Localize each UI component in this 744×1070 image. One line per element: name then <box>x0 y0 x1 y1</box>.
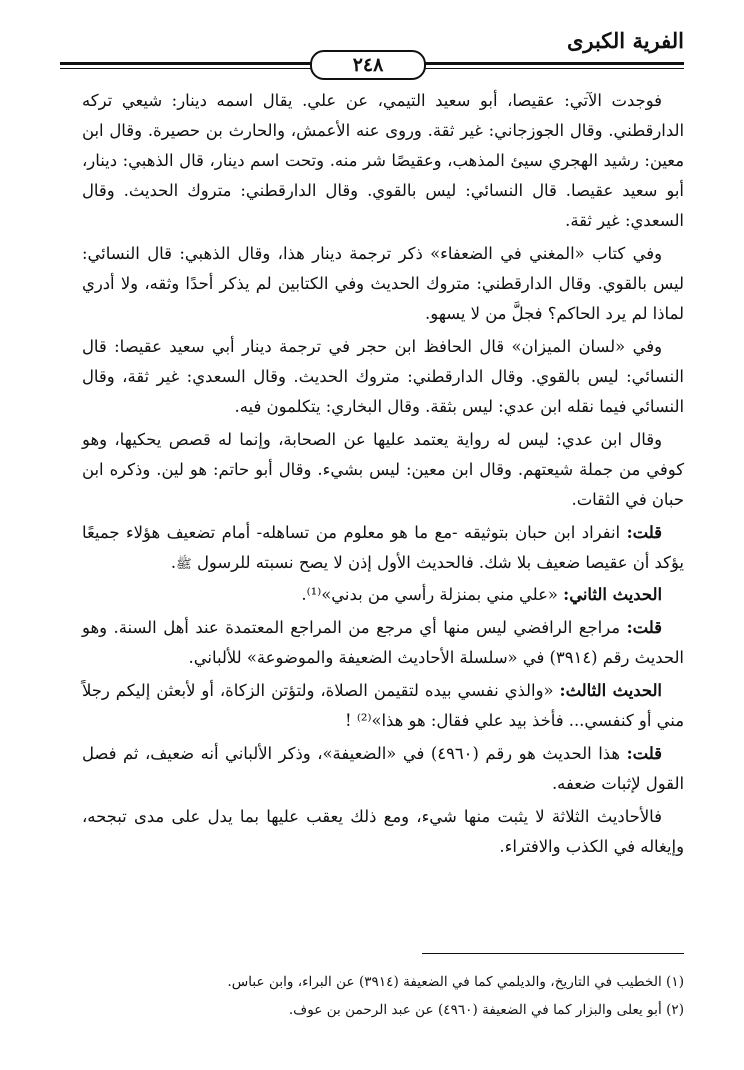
running-title: الفرية الكبرى <box>566 28 684 53</box>
footnotes <box>80 968 684 1024</box>
paragraph-5-lead: قلت: <box>626 523 662 542</box>
paragraph-8-text: «والذي نفسي بيده لتقيمن الصلاة، ولتؤتن الزكاة، أو لأبعثن إليكم رجلاً مني أو كنفسي... فأخذ بيد علي فقال: هو هذا»⁽²⁾ ! <box>82 681 684 730</box>
paragraph-6 <box>82 580 684 610</box>
paragraph-6-text: «علي مني بمنزلة رأسي من بدني»⁽¹⁾. <box>301 585 558 604</box>
paragraph-6-lead: الحديث الثاني: <box>563 585 662 604</box>
paragraph-2: وفي كتاب «المغني في الضعفاء» ذكر ترجمة دينار هذا، وقال الذهبي: قال النسائي: ليس بالقوي. وقال الدارقطني: متروك الحديث وفي الكتابين لم يذكر أحدًا وثقه، ولا أدري لماذا لم يرد الحاكم؟ فجلَّ من لا يسهو. <box>82 244 684 323</box>
footnote-separator <box>422 953 684 954</box>
honorific-symbol: ﷺ <box>176 557 192 572</box>
page-number: ٢٤٨ <box>310 50 426 80</box>
paragraph-3: وفي «لسان الميزان» قال الحافظ ابن حجر في ترجمة دينار أبي سعيد عقيصا: قال النسائي: ليس بالقوي. وقال الدارقطني: متروك الحديث. وقال السعدي: غير ثقة، وقال النسائي فيما نقله ابن عدي: ليس بثقة. وقال البخاري: يتكلمون فيه. <box>82 337 684 416</box>
paragraph-5: قلت: انفراد ابن حبان بتوثيقه -مع ما هو معلوم من تساهله- أمام تضعيف هؤلاء جميعًا يؤكد أن عقيصا ضعيف بلا شك. فالحديث الأول إذن لا يصح نسبته للرسول ﷺ. <box>82 523 684 572</box>
footnote-2: (٢) أبو يعلى والبزار كما في الضعيفة (٤٩٦٠) عن عبد الرحمن بن عوف. <box>288 1002 684 1018</box>
paragraph-7-lead: قلت: <box>626 618 663 637</box>
paragraph-8 <box>82 676 684 736</box>
paragraph-1: فوجدت الآتي: عقيصا، أبو سعيد التيمي، عن علي. يقال اسمه دينار: شيعي تركه الدارقطني. وقال الجوزجاني: غير ثقة. وروى عنه الأعمش، والحارث بن حصيرة. وقال ابن معين: رشيد الهجري سيئ المذهب، وعقيصًا شر منه. وتحت اسم دينار، قال الذهبي: دينار، أبو سعيد عقيصا. قال النسائي: ليس بالقوي. وقال الدارقطني: متروك الحديث. وقال السعدي: غير ثقة. <box>82 91 684 230</box>
paragraph-9 <box>82 739 684 799</box>
paragraph-10: فالأحاديث الثلاثة لا يثبت منها شيء، ومع ذلك يعقب عليها بما يدل على مدى تبجحه، وإيغاله في الكذب والافتراء. <box>82 807 684 856</box>
paragraph-9-lead: قلت: <box>626 744 662 763</box>
main-text <box>82 86 684 862</box>
paragraph-8-lead: الحديث الثالث: <box>559 681 662 700</box>
footnote-1: (١) الخطيب في التاريخ، والديلمي كما في الضعيفة (٣٩١٤) عن البراء، وابن عباس. <box>227 974 684 990</box>
paragraph-9-text: هذا الحديث هو رقم (٤٩٦٠) في «الضعيفة»، وذكر الألباني أنه ضعيف، ثم فصل القول لإثبات ضعفه. <box>82 744 684 793</box>
paragraph-5-text: انفراد ابن حبان بتوثيقه -مع ما هو معلوم من تساهله- أمام تضعيف هؤلاء جميعًا يؤكد أن عقيصا ضعيف بلا شك. فالحديث الأول إذن لا يصح نسبته للرسول <box>82 523 684 572</box>
paragraph-7-text: مراجع الرافضي ليس منها أي مرجع من المراجع المعتمدة عند أهل السنة. وهو الحديث رقم (٣٩١٤) في «سلسلة الأحاديث الضعيفة والموضوعة» للألباني. <box>82 618 684 667</box>
paragraph-7 <box>82 613 684 673</box>
paragraph-4: وقال ابن عدي: ليس له رواية يعتمد عليها عن الصحابة، وإنما له قصص يحكيها، وهو كوفي من جملة شيعتهم. وقال ابن معين: ليس بشيء. وقال أبو حاتم: هو لين. وذكره ابن حبان في الثقات. <box>82 430 684 509</box>
